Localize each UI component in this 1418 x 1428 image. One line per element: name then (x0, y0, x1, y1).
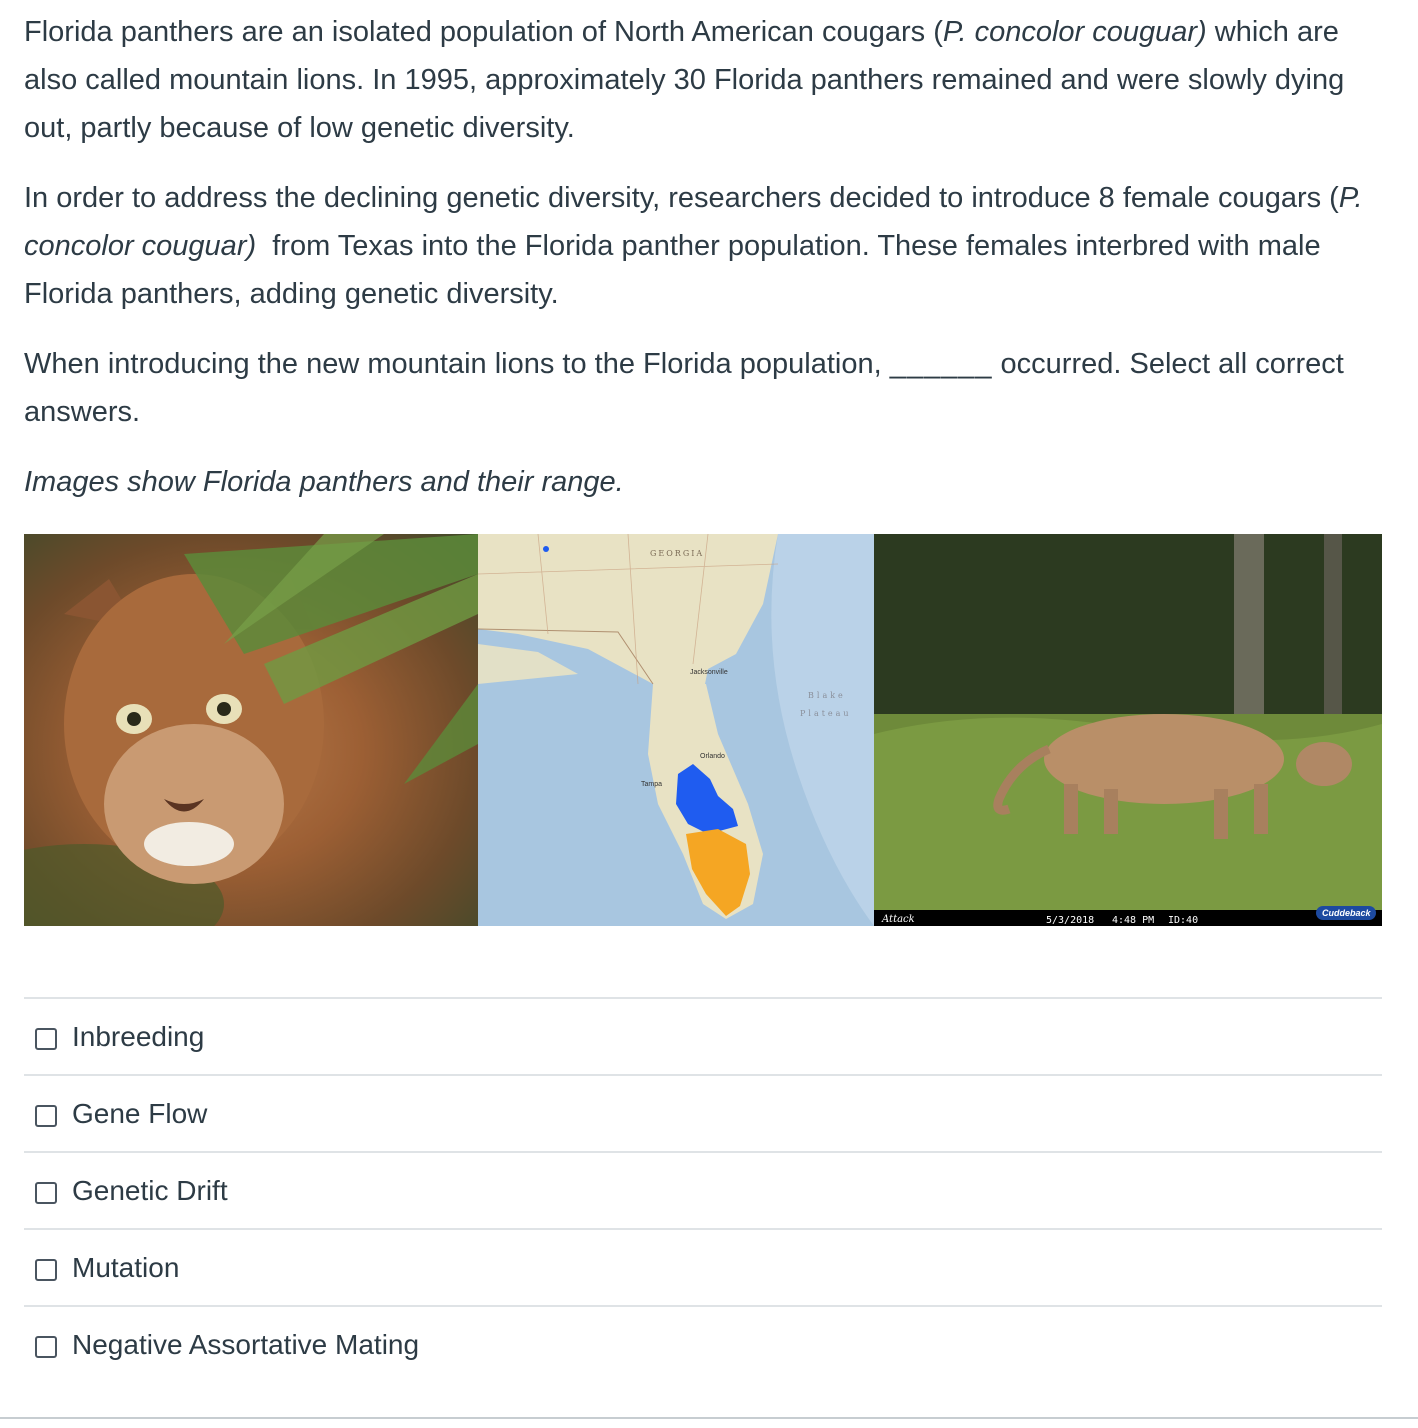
trailcam-time: 4:48 PM (1112, 915, 1155, 926)
question-paragraph-2 (24, 174, 1394, 318)
map-label-georgia: GEORGIA (650, 549, 705, 558)
prompt-text: occurred. Select all correct answers. (24, 348, 1344, 428)
species-name: P. concolor couguar) (942, 16, 1207, 48)
map-label-plateau: Plateau (800, 709, 852, 718)
checkbox[interactable] (35, 1336, 57, 1358)
option-negative-assortative-mating[interactable] (24, 1305, 1382, 1382)
trailcam-id: ID:40 (1168, 915, 1199, 926)
option-label: Gene Flow (72, 1097, 208, 1129)
species-name: P. concolor couguar) (24, 182, 1363, 262)
checkbox[interactable] (35, 1182, 57, 1204)
bottom-divider (0, 1417, 1418, 1419)
map-label-orlando: Orlando (700, 753, 725, 760)
range-map-image (478, 534, 874, 926)
panther-portrait-image (24, 534, 478, 926)
trailcam-illustration (874, 534, 1382, 926)
trailcam-brand-left: Attack (882, 914, 915, 925)
option-label: Inbreeding (72, 1020, 205, 1052)
florida-range-map (478, 534, 874, 926)
option-gene-flow[interactable] (24, 1074, 1382, 1151)
map-label-jacksonville: Jacksonville (690, 669, 728, 676)
trailcam-brand-right: Cuddeback (1322, 908, 1371, 918)
panther-portrait-illustration (24, 534, 478, 926)
trailcam-date: 5/3/2018 (1046, 915, 1095, 926)
option-label: Mutation (72, 1251, 180, 1283)
image-strip (24, 534, 1382, 926)
checkbox[interactable] (35, 1028, 57, 1050)
checkbox[interactable] (35, 1259, 57, 1281)
trailcam-image (874, 534, 1382, 926)
option-genetic-drift[interactable] (24, 1151, 1382, 1228)
paragraph-text: which are also called mountain lions. In 1995, approximately 30 Florida panthers remained and were slowly dying out, partly because of low genetic diversity. (24, 16, 1345, 144)
question-prompt (24, 340, 1394, 436)
question-text (24, 8, 1394, 528)
prompt-text: When introducing the new mountain lions to the Florida population, (24, 348, 890, 380)
paragraph-text: In order to address the declining genetic diversity, researchers decided to introduce 8 female cougars ( (24, 182, 1339, 214)
option-label: Genetic Drift (72, 1174, 228, 1206)
paragraph-text: from Texas into the Florida panther population. These females interbred with male Florida panthers, adding genetic diversity. (24, 230, 1329, 310)
option-label: Negative Assortative Mating (72, 1328, 420, 1360)
option-mutation[interactable] (24, 1228, 1382, 1305)
option-inbreeding[interactable] (24, 997, 1382, 1074)
question-paragraph-1 (24, 8, 1394, 152)
image-caption: Images show Florida panthers and their range. (24, 466, 624, 498)
answer-blank: ______ (889, 348, 993, 380)
answer-options (24, 997, 1382, 1382)
paragraph-text: Florida panthers are an isolated population of North American cougars ( (24, 16, 943, 48)
map-label-tampa: Tampa (641, 781, 663, 788)
map-label-blake: Blake (808, 691, 846, 700)
checkbox[interactable] (35, 1105, 57, 1127)
